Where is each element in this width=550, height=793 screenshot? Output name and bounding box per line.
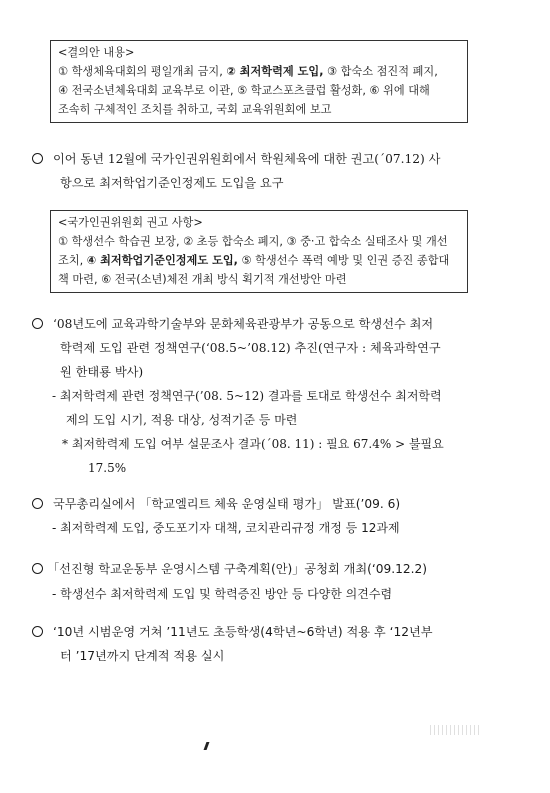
resolution-line-1b: ② 최저학력제 도입,: [226, 65, 324, 78]
paragraph-2-text-1: ‘08년도에 교육과학기술부와 문화체육관광부가 공동으로 학생선수 최저: [53, 317, 434, 331]
paragraph-4-sub: [52, 582, 392, 606]
paragraph-4-sub-line-1: - 학생선수 최저학력제 도입 및 학력증진 방안 등 다양한 의견수렴: [52, 587, 393, 601]
paragraph-5-line-1: [32, 620, 522, 644]
paragraph-1-line-1: [32, 147, 522, 171]
paragraph-2-sub-line-2: 제의 도입 시기, 적용 대상, 성적기준 등 마련: [66, 413, 298, 427]
paragraph-2-note-line-1: * 최저학력제 도입 여부 설문조사 결과(´08. 11) : 필요 67.4% > 불필요: [62, 437, 444, 451]
recommendation-line-2b: ④ 최저학업기준인정제도 도입,: [86, 254, 238, 267]
recommendation-box-header: <국가인권위원회 권고 사항>: [58, 216, 203, 229]
paragraph-3-line-1: [32, 492, 522, 516]
resolution-line-1a: ① 학생체육대회의 평일개최 금지,: [58, 65, 227, 78]
recommendation-line-2c: ⑤ 학생선수 폭력 예방 및 인권 증진 종합대: [237, 254, 450, 267]
resolution-line-1: [58, 62, 460, 81]
paragraph-3: [32, 492, 522, 516]
paragraph-2-note: [62, 432, 444, 480]
recommendation-box: [50, 210, 468, 293]
paragraph-3-sub-line-1: - 최저학력제 도입, 중도포기자 대책, 코치관리규정 개정 등 12과제: [52, 521, 400, 535]
recommendation-line-2: [58, 251, 460, 270]
resolution-line-3: 조속히 구체적인 조치를 취하고, 국회 교육위원회에 보고: [58, 103, 332, 116]
paragraph-2-line-2: 학력제 도입 관련 정책연구(‘08.5~’08.12) 추진(연구자 : 체육과학연구: [60, 341, 441, 355]
page-mark: [204, 742, 210, 750]
paragraph-3-text-1: 국무총리실에서 「학교엘리트 체육 운영실태 평가」 발표(’09. 6): [53, 497, 401, 511]
resolution-line-1c: ③ 합숙소 점진적 폐지,: [323, 65, 438, 78]
bullet-circle-icon: [32, 498, 43, 509]
paragraph-2: [32, 312, 522, 384]
resolution-line-2: ④ 전국소년체육대회 교육부로 이관, ⑤ 학교스포츠클럽 활성화, ⑥ 위에 대해: [58, 84, 430, 97]
scan-artifact: [430, 725, 480, 735]
recommendation-line-1: ① 학생선수 학습권 보장, ② 초등 합숙소 폐지, ③ 중·고 합숙소 실태조사 및 개선: [58, 235, 448, 248]
paragraph-4-text-1: 「선진형 학교운동부 운영시스템 구축계획(안)」공청회 개최(‘09.12.2): [47, 562, 428, 576]
paragraph-1-line-2: 항으로 최저학업기준인정제도 도입을 요구: [60, 176, 284, 190]
paragraph-4-line-1: [32, 557, 522, 581]
paragraph-5: [32, 620, 522, 668]
bullet-circle-icon: [32, 626, 43, 637]
paragraph-1: [32, 147, 522, 195]
paragraph-5-line-2: 터 ’17년까지 단계적 적용 실시: [60, 649, 225, 663]
paragraph-2-sub-line-1: - 최저학력제 관련 정책연구(’08. 5~12) 결과를 토대로 학생선수 최저학력: [52, 389, 442, 403]
paragraph-4: [32, 557, 522, 581]
resolution-box-header: <결의안 내용>: [58, 46, 135, 59]
bullet-circle-icon: [32, 563, 43, 574]
paragraph-3-sub: [52, 516, 400, 540]
paragraph-1-text-1: 이어 동년 12월에 국가인권위원회에서 학원체육에 대한 권고(´07.12) 사: [53, 152, 441, 166]
paragraph-5-text-1: ‘10년 시범운영 거쳐 ’11년도 초등학생(4학년~6학년) 적용 후 ‘12년부: [53, 625, 433, 639]
paragraph-2-sub: [52, 384, 442, 432]
resolution-box: [50, 40, 468, 123]
bullet-circle-icon: [32, 153, 43, 164]
paragraph-2-line-3: 원 한태룡 박사): [60, 365, 144, 379]
paragraph-2-note-line-2: 17.5%: [88, 461, 127, 475]
recommendation-line-3: 책 마련, ⑥ 전국(소년)체전 개최 방식 획기적 개선방안 마련: [58, 273, 347, 286]
paragraph-2-line-1: [32, 312, 522, 336]
recommendation-line-2a: 조치,: [58, 254, 87, 267]
bullet-circle-icon: [32, 318, 43, 329]
